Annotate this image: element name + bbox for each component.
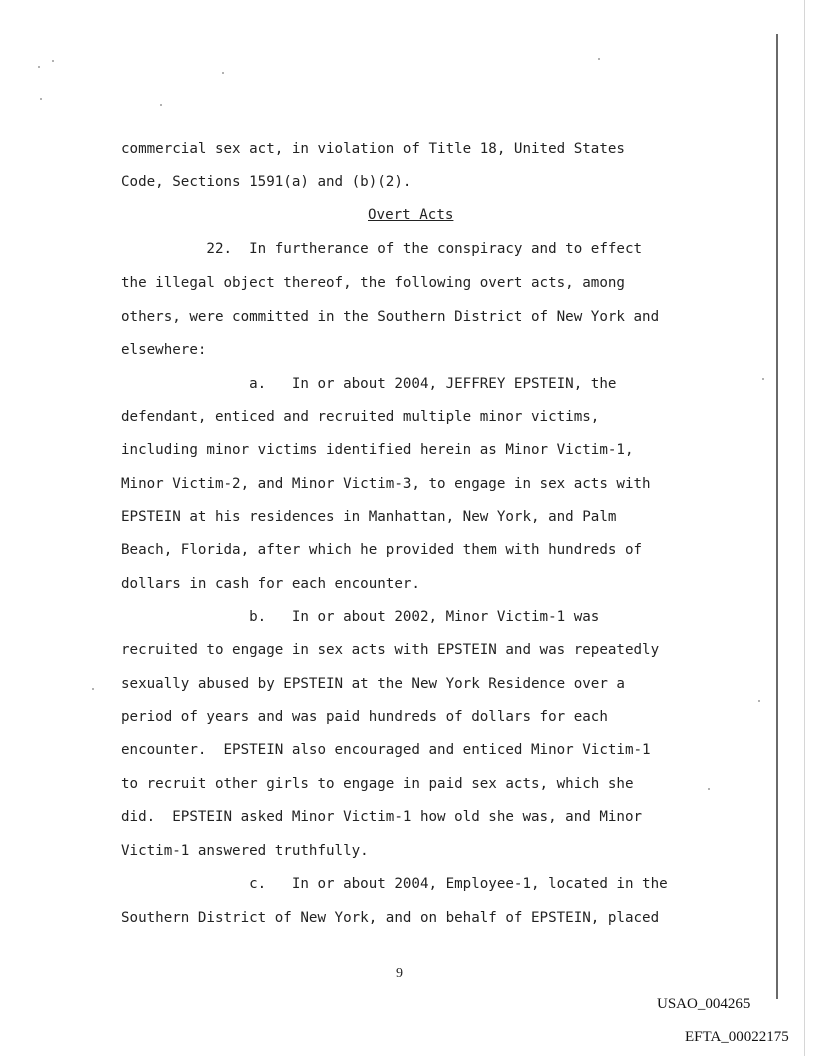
text-line: 22. In furtherance of the conspiracy and to effect: [121, 241, 643, 257]
section-heading: Overt Acts: [368, 207, 454, 223]
text-line: commercial sex act, in violation of Title 18, United States: [121, 141, 625, 157]
bates-number-efta: EFTA_00022175: [685, 1029, 789, 1045]
text-line: Code, Sections 1591(a) and (b)(2).: [121, 174, 412, 190]
text-line: c. In or about 2004, Employee-1, located in the: [121, 876, 668, 892]
page-number: 9: [396, 966, 403, 981]
scan-speck: [92, 688, 94, 690]
scan-speck: [52, 60, 54, 62]
text-line: encounter. EPSTEIN also encouraged and enticed Minor Victim-1: [121, 742, 651, 758]
text-line: Southern District of New York, and on behalf of EPSTEIN, placed: [121, 910, 660, 926]
text-line: elsewhere:: [121, 342, 207, 358]
text-line: including minor victims identified herein as Minor Victim-1,: [121, 442, 634, 458]
text-line: others, were committed in the Southern District of New York and: [121, 309, 660, 325]
text-line: Beach, Florida, after which he provided them with hundreds of: [121, 542, 643, 558]
text-line: dollars in cash for each encounter.: [121, 576, 420, 592]
margin-rule: [776, 34, 778, 999]
bates-number-usao: USAO_004265: [657, 996, 751, 1012]
text-line: to recruit other girls to engage in paid sex acts, which she: [121, 776, 634, 792]
text-line: a. In or about 2004, JEFFREY EPSTEIN, the: [121, 376, 617, 392]
scan-speck: [160, 104, 162, 106]
text-line: the illegal object thereof, the following overt acts, among: [121, 275, 625, 291]
text-line: Victim-1 answered truthfully.: [121, 843, 369, 859]
scan-speck: [222, 72, 224, 74]
text-line: did. EPSTEIN asked Minor Victim-1 how old she was, and Minor: [121, 809, 643, 825]
text-line: defendant, enticed and recruited multiple minor victims,: [121, 409, 600, 425]
scan-speck: [762, 378, 764, 380]
scan-speck: [38, 66, 40, 68]
text-line: EPSTEIN at his residences in Manhattan, New York, and Palm: [121, 509, 617, 525]
scan-speck: [598, 58, 600, 60]
scan-speck: [708, 788, 710, 790]
text-line: sexually abused by EPSTEIN at the New York Residence over a: [121, 676, 625, 692]
scan-speck: [758, 700, 760, 702]
text-line: period of years and was paid hundreds of dollars for each: [121, 709, 608, 725]
scan-speck: [40, 98, 42, 100]
text-line: recruited to engage in sex acts with EPSTEIN and was repeatedly: [121, 642, 660, 658]
scan-edge-line: [804, 0, 805, 1056]
text-line: Minor Victim-2, and Minor Victim-3, to engage in sex acts with: [121, 476, 651, 492]
text-line: b. In or about 2002, Minor Victim-1 was: [121, 609, 600, 625]
